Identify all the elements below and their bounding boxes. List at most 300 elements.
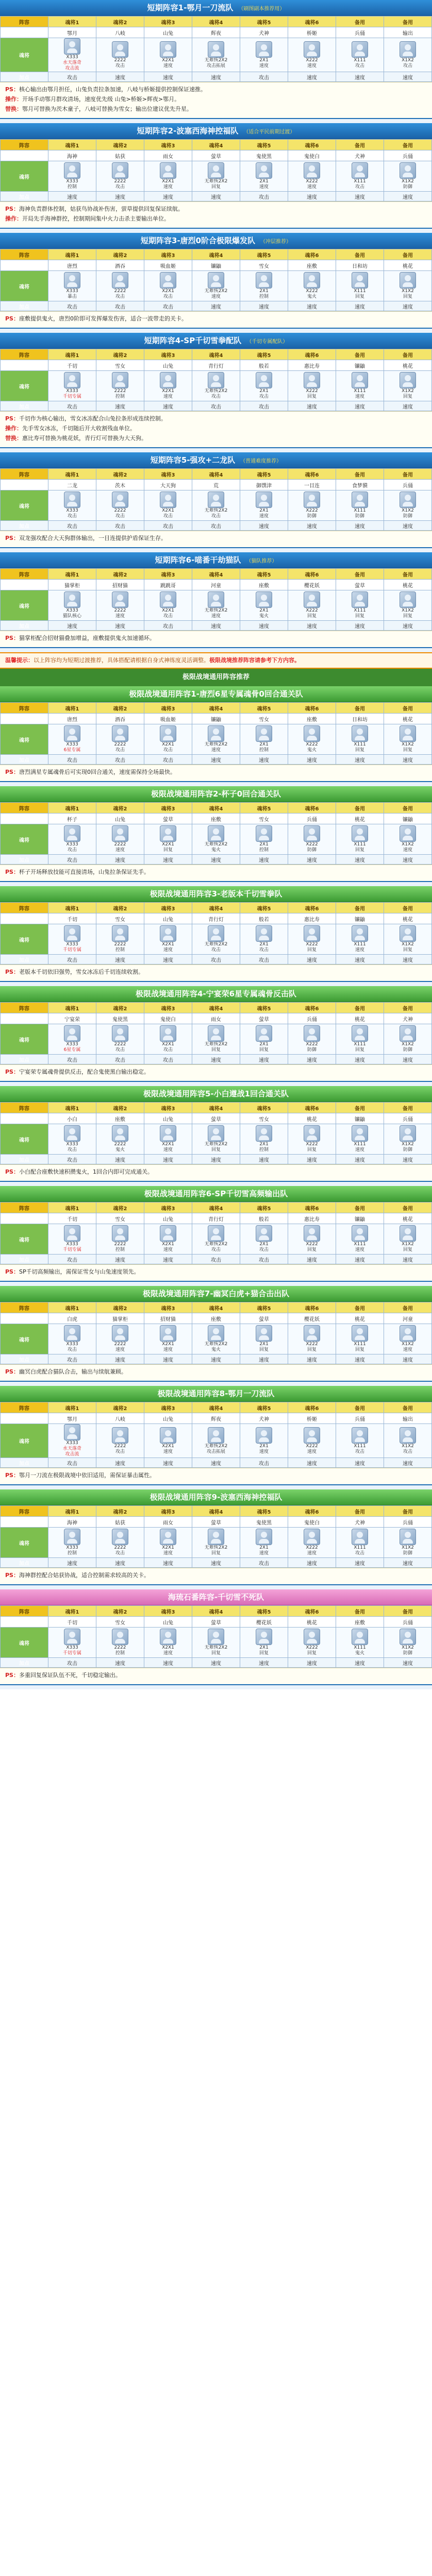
note-line bbox=[5, 1471, 427, 1480]
hero-cell[interactable] bbox=[384, 824, 432, 855]
hero-cell[interactable] bbox=[144, 1424, 192, 1458]
name-row bbox=[1, 714, 432, 724]
table-header-row bbox=[1, 1202, 432, 1213]
column-header: 魂将5 bbox=[240, 349, 288, 360]
hero-cell[interactable] bbox=[144, 1124, 192, 1155]
hero-tag: X1X2 bbox=[402, 942, 414, 947]
hero-avatar-icon bbox=[64, 1225, 80, 1242]
hero-cell[interactable] bbox=[144, 590, 192, 621]
hero-tag: X333 bbox=[66, 608, 78, 613]
hero-name: 鬼使黑 bbox=[240, 150, 288, 161]
column-header: 魂将1 bbox=[48, 1003, 96, 1013]
row-label: 加点 bbox=[1, 621, 48, 631]
divider bbox=[0, 648, 432, 652]
hero-cell[interactable] bbox=[384, 38, 432, 72]
hero-cell[interactable] bbox=[96, 724, 144, 755]
hero-tag: 速度 bbox=[403, 1347, 412, 1352]
hero-stat: 速度 bbox=[96, 1658, 144, 1668]
hero-tag: X1X2 bbox=[402, 508, 414, 513]
hero-cell[interactable] bbox=[336, 38, 384, 72]
row-label: 加点 bbox=[1, 1658, 48, 1668]
hero-cell[interactable] bbox=[48, 1124, 96, 1155]
hero-cell[interactable] bbox=[336, 1324, 384, 1354]
hero-stat: 速度 bbox=[336, 1354, 384, 1364]
hero-cell[interactable] bbox=[144, 1024, 192, 1055]
hero-cell[interactable] bbox=[192, 1628, 240, 1658]
hero-cell[interactable] bbox=[192, 271, 240, 301]
row-label: 阵容 bbox=[1, 913, 48, 924]
hero-tag: X111 bbox=[354, 388, 366, 394]
hero-stat: 攻击 bbox=[48, 521, 96, 531]
lineup-section bbox=[0, 123, 432, 229]
hero-avatar-icon bbox=[208, 1427, 224, 1444]
hero-cell[interactable] bbox=[96, 1224, 144, 1255]
hero-stat: 速度 bbox=[240, 755, 288, 765]
hero-cell[interactable] bbox=[336, 1224, 384, 1255]
hero-avatar-icon bbox=[352, 1025, 368, 1042]
hero-cell[interactable] bbox=[240, 1628, 288, 1658]
hero-cell[interactable] bbox=[288, 824, 336, 855]
hero-cell[interactable] bbox=[48, 1024, 96, 1055]
hero-cell[interactable] bbox=[192, 1224, 240, 1255]
hero-avatar-icon bbox=[208, 725, 224, 742]
hero-name: 犬神 bbox=[240, 1413, 288, 1424]
column-header: 阵容 bbox=[1, 903, 48, 913]
hero-name: 兵俑 bbox=[384, 1617, 432, 1628]
hero-cell[interactable] bbox=[288, 271, 336, 301]
hero-tag: 攻击流 bbox=[65, 1452, 79, 1457]
note-label: PS： bbox=[5, 1069, 19, 1075]
hero-stat: 攻击 bbox=[192, 401, 240, 411]
hero-tag: 回复 bbox=[355, 614, 364, 619]
hero-cell[interactable] bbox=[384, 161, 432, 192]
row-label: 阵容 bbox=[1, 1013, 48, 1024]
hero-cell[interactable] bbox=[384, 371, 432, 401]
hero-cell[interactable] bbox=[336, 490, 384, 521]
hero-cell[interactable] bbox=[336, 1124, 384, 1155]
hero-cell[interactable] bbox=[48, 1324, 96, 1354]
hero-name: 座敷 bbox=[336, 1617, 384, 1628]
column-header: 魂将2 bbox=[96, 1202, 144, 1213]
hero-cell[interactable] bbox=[384, 490, 432, 521]
hero-cell[interactable] bbox=[96, 824, 144, 855]
hero-tag: X111 bbox=[354, 179, 366, 184]
hero-cell[interactable] bbox=[288, 1528, 336, 1558]
note-line bbox=[5, 434, 427, 443]
hero-cell[interactable] bbox=[240, 1528, 288, 1558]
hero-tag: 速度 bbox=[259, 514, 269, 519]
hero-stat: 速度 bbox=[288, 192, 336, 201]
lineup-table bbox=[0, 468, 432, 531]
hero-avatar-icon bbox=[160, 492, 176, 508]
hero-cell[interactable] bbox=[336, 371, 384, 401]
hero-tag: X111 bbox=[354, 608, 366, 613]
hero-cell[interactable] bbox=[144, 371, 192, 401]
hero-name: 镰鼬 bbox=[336, 360, 384, 371]
hero-avatar-icon bbox=[64, 825, 80, 842]
column-header: 魂将6 bbox=[288, 703, 336, 714]
hero-cell[interactable] bbox=[192, 590, 240, 621]
hero-name: 猫掌柜 bbox=[96, 1313, 144, 1324]
hero-cell[interactable] bbox=[288, 924, 336, 955]
hero-cell[interactable] bbox=[384, 1124, 432, 1155]
hero-cell[interactable] bbox=[240, 590, 288, 621]
hero-cell[interactable] bbox=[240, 824, 288, 855]
lineup-section bbox=[0, 1086, 432, 1182]
hero-cell[interactable] bbox=[192, 1424, 240, 1458]
column-header: 备用 bbox=[384, 249, 432, 260]
hero-tag: 速度 bbox=[355, 394, 364, 399]
hero-cell[interactable] bbox=[144, 824, 192, 855]
hero-cell[interactable] bbox=[48, 271, 96, 301]
hero-cell[interactable] bbox=[96, 1324, 144, 1354]
hero-name: 招财猫 bbox=[144, 1313, 192, 1324]
hero-cell[interactable] bbox=[288, 1424, 336, 1458]
hero-avatar-icon bbox=[400, 372, 416, 388]
column-header: 魂将3 bbox=[144, 140, 192, 150]
section-title bbox=[0, 1489, 432, 1505]
hero-tag: X2X1 bbox=[162, 1545, 174, 1550]
hero-stat: 速度 bbox=[336, 401, 384, 411]
column-header: 备用 bbox=[384, 1606, 432, 1617]
hero-cell[interactable] bbox=[336, 1528, 384, 1558]
hero-avatar-icon bbox=[256, 1325, 272, 1342]
column-header: 备用 bbox=[336, 803, 384, 814]
hero-cell[interactable] bbox=[192, 724, 240, 755]
hero-stat: 攻击 bbox=[240, 1458, 288, 1468]
hero-name: 山兔 bbox=[96, 814, 144, 824]
hero-tag: X333 bbox=[66, 842, 78, 847]
hero-cell[interactable] bbox=[336, 924, 384, 955]
hero-cell[interactable] bbox=[48, 824, 96, 855]
hero-avatar-icon bbox=[160, 1125, 176, 1142]
divider bbox=[0, 1382, 432, 1386]
hero-tag: 攻击 bbox=[115, 184, 125, 190]
hero-tag: 2X1 bbox=[259, 388, 269, 394]
hero-cell[interactable] bbox=[288, 724, 336, 755]
hero-avatar-icon bbox=[160, 825, 176, 842]
hero-cell[interactable] bbox=[144, 1628, 192, 1658]
hero-stat: 速度 bbox=[240, 521, 288, 531]
hero-avatar-icon bbox=[160, 925, 176, 942]
hero-avatar-icon bbox=[400, 1025, 416, 1042]
hero-stat: 速度 bbox=[336, 855, 384, 865]
hero-tag: 回复 bbox=[307, 614, 317, 619]
hero-cell[interactable] bbox=[144, 1224, 192, 1255]
hero-cell[interactable] bbox=[48, 371, 96, 401]
hero-cell[interactable] bbox=[144, 38, 192, 72]
hero-avatar-icon bbox=[64, 372, 80, 388]
hero-cell[interactable] bbox=[336, 724, 384, 755]
section-title bbox=[0, 0, 432, 16]
hero-cell[interactable] bbox=[192, 824, 240, 855]
hero-tag: 防御 bbox=[403, 514, 412, 519]
hero-tag: 回复 bbox=[211, 1551, 221, 1556]
note-line bbox=[5, 1671, 427, 1680]
hero-cell[interactable] bbox=[48, 38, 96, 72]
hero-tag: 无难恢2X2 bbox=[204, 508, 228, 513]
column-header: 魂将1 bbox=[48, 1606, 96, 1617]
row-label: 阵容 bbox=[1, 1617, 48, 1628]
hero-tag: 攻击拓展 bbox=[206, 63, 225, 69]
row-label: 加点 bbox=[1, 1354, 48, 1364]
hero-cell[interactable] bbox=[96, 161, 144, 192]
hero-stat: 速度 bbox=[96, 192, 144, 201]
hero-cell[interactable] bbox=[240, 1324, 288, 1354]
hero-cell[interactable] bbox=[192, 38, 240, 72]
note-label: PS： bbox=[5, 635, 19, 641]
speed-row bbox=[1, 855, 432, 865]
hero-tag: 2X1 bbox=[259, 508, 269, 513]
hero-cell[interactable] bbox=[336, 161, 384, 192]
note-label: 替换： bbox=[5, 106, 22, 112]
hero-stat: 速度 bbox=[384, 1155, 432, 1164]
hero-cell[interactable] bbox=[192, 490, 240, 521]
hero-avatar-icon bbox=[64, 1629, 80, 1645]
column-header: 魂将2 bbox=[96, 1103, 144, 1113]
hero-tag: 2X1 bbox=[259, 1042, 269, 1047]
column-header: 阵容 bbox=[1, 703, 48, 714]
divider bbox=[0, 229, 432, 233]
hero-cell[interactable] bbox=[144, 1528, 192, 1558]
column-header: 魂将1 bbox=[48, 349, 96, 360]
hero-cell[interactable] bbox=[288, 161, 336, 192]
hero-name: 座敷 bbox=[288, 260, 336, 271]
hero-tag: X1X2 bbox=[402, 1342, 414, 1347]
hero-cell[interactable] bbox=[240, 1224, 288, 1255]
column-header: 魂将4 bbox=[192, 1402, 240, 1413]
section-title bbox=[0, 1086, 432, 1102]
hero-cell[interactable] bbox=[384, 590, 432, 621]
hero-cell[interactable] bbox=[240, 490, 288, 521]
hero-cell[interactable] bbox=[288, 590, 336, 621]
lineup-table bbox=[0, 1402, 432, 1468]
name-row bbox=[1, 1517, 432, 1528]
hero-name: 兵俑 bbox=[336, 1413, 384, 1424]
lineup-table bbox=[0, 568, 432, 631]
divider bbox=[0, 119, 432, 123]
hero-avatar-icon bbox=[160, 162, 176, 179]
hero-avatar-icon bbox=[112, 272, 128, 289]
section-notes bbox=[0, 1468, 432, 1484]
hero-avatar-icon bbox=[400, 591, 416, 608]
lineup-table bbox=[0, 1302, 432, 1364]
column-header: 阵容 bbox=[1, 1302, 48, 1313]
hero-cell[interactable] bbox=[144, 1324, 192, 1354]
hero-cell[interactable] bbox=[288, 38, 336, 72]
hero-cell[interactable] bbox=[240, 924, 288, 955]
hero-stat: 速度 bbox=[144, 72, 192, 82]
hero-cell[interactable] bbox=[96, 1424, 144, 1458]
hero-cell[interactable] bbox=[48, 1628, 96, 1658]
note-label: PS： bbox=[5, 1572, 19, 1579]
table-header-row bbox=[1, 903, 432, 913]
hero-cell[interactable] bbox=[336, 1024, 384, 1055]
hero-cell[interactable] bbox=[48, 490, 96, 521]
hero-cell[interactable] bbox=[144, 271, 192, 301]
hero-cell[interactable] bbox=[144, 924, 192, 955]
hero-cell[interactable] bbox=[96, 1124, 144, 1155]
hero-cell[interactable] bbox=[384, 724, 432, 755]
hero-cell[interactable] bbox=[288, 1024, 336, 1055]
hero-tag: 攻击 bbox=[163, 614, 173, 619]
hero-name: 樱花妖 bbox=[240, 1617, 288, 1628]
hero-tag: X1X2 bbox=[402, 1242, 414, 1247]
hero-stat: 攻击 bbox=[96, 755, 144, 765]
hero-name: 雪女 bbox=[96, 1213, 144, 1224]
hero-avatar-icon bbox=[256, 1025, 272, 1042]
hero-avatar-icon bbox=[400, 1529, 416, 1545]
hero-cell[interactable] bbox=[48, 1528, 96, 1558]
hero-cell[interactable] bbox=[288, 1628, 336, 1658]
hero-tag: X2X1 bbox=[162, 608, 174, 613]
lineup-table bbox=[0, 702, 432, 765]
section-title-text: 短期阵容4-SP千切雪拳配队 bbox=[144, 336, 242, 345]
hero-cell[interactable] bbox=[288, 1324, 336, 1354]
hero-cell[interactable] bbox=[384, 1528, 432, 1558]
lineup-section bbox=[0, 1386, 432, 1485]
hero-cell[interactable] bbox=[288, 1224, 336, 1255]
hero-stat: 攻击 bbox=[48, 755, 96, 765]
column-header: 魂将6 bbox=[288, 1606, 336, 1617]
column-header: 魂将6 bbox=[288, 349, 336, 360]
hero-cell[interactable] bbox=[240, 1424, 288, 1458]
hero-name: 山兔 bbox=[144, 1617, 192, 1628]
hero-name: 萤草 bbox=[192, 1617, 240, 1628]
hero-tag: X2X1 bbox=[162, 942, 174, 947]
hero-cell[interactable] bbox=[288, 371, 336, 401]
hero-avatar-icon bbox=[160, 591, 176, 608]
hero-cell[interactable] bbox=[384, 1324, 432, 1354]
hero-stat: 速度 bbox=[336, 621, 384, 631]
hero-cell[interactable] bbox=[48, 161, 96, 192]
hero-avatar-icon bbox=[400, 825, 416, 842]
hero-cell[interactable] bbox=[48, 590, 96, 621]
hero-cell[interactable] bbox=[144, 490, 192, 521]
hero-cell[interactable] bbox=[96, 490, 144, 521]
hero-cell[interactable] bbox=[192, 1124, 240, 1155]
hero-cell[interactable] bbox=[48, 924, 96, 955]
column-header: 备用 bbox=[384, 1302, 432, 1313]
hero-cell[interactable] bbox=[240, 724, 288, 755]
hero-cell[interactable] bbox=[384, 1424, 432, 1458]
hero-cell[interactable] bbox=[240, 1124, 288, 1155]
hero-avatar-icon bbox=[304, 825, 320, 842]
hero-cell[interactable] bbox=[384, 924, 432, 955]
hero-cell[interactable] bbox=[240, 161, 288, 192]
hero-tag: 控制 bbox=[115, 1247, 125, 1252]
lineup-section bbox=[0, 686, 432, 782]
hero-cell[interactable] bbox=[288, 1124, 336, 1155]
hero-tag: 鬼火 bbox=[355, 1651, 364, 1656]
row-label: 加点 bbox=[1, 1458, 48, 1468]
hero-cell[interactable] bbox=[336, 824, 384, 855]
hero-cell[interactable] bbox=[96, 924, 144, 955]
hero-name: 雪女 bbox=[96, 913, 144, 924]
hero-tag: 速度 bbox=[115, 1347, 125, 1352]
hero-name: 酒吞 bbox=[96, 714, 144, 724]
hero-cell[interactable] bbox=[384, 1024, 432, 1055]
hero-tag: 无难恢2X2 bbox=[204, 942, 228, 947]
hero-cell[interactable] bbox=[192, 161, 240, 192]
hero-cell[interactable] bbox=[192, 1528, 240, 1558]
hero-cell[interactable] bbox=[384, 1224, 432, 1255]
hero-avatar-icon bbox=[64, 1025, 80, 1042]
hero-tag: X222 bbox=[306, 1042, 318, 1047]
hero-cell[interactable] bbox=[384, 271, 432, 301]
hero-avatar-icon bbox=[400, 1427, 416, 1444]
hero-tag: 攻击 bbox=[67, 1347, 77, 1352]
note-line bbox=[5, 1368, 427, 1376]
hero-cell[interactable] bbox=[48, 1224, 96, 1255]
hero-avatar-icon bbox=[112, 1325, 128, 1342]
hero-avatar-icon bbox=[112, 591, 128, 608]
column-header: 魂将4 bbox=[192, 140, 240, 150]
hero-tag: 速度 bbox=[307, 1551, 317, 1556]
hero-cell[interactable] bbox=[192, 1324, 240, 1354]
hero-cell[interactable] bbox=[96, 590, 144, 621]
section-title-text: 短期阵容6-喵番干劫猫队 bbox=[155, 555, 241, 565]
hero-cell[interactable] bbox=[96, 1628, 144, 1658]
hero-cell[interactable] bbox=[384, 1628, 432, 1658]
hero-name: 千切 bbox=[48, 360, 96, 371]
hero-cell[interactable] bbox=[96, 1528, 144, 1558]
name-row bbox=[1, 260, 432, 271]
hero-cell[interactable] bbox=[336, 271, 384, 301]
hero-name: 萤草 bbox=[192, 1113, 240, 1124]
hero-cell[interactable] bbox=[288, 490, 336, 521]
hero-cell[interactable] bbox=[144, 724, 192, 755]
hero-name: 萤草 bbox=[144, 814, 192, 824]
column-header: 魂将1 bbox=[48, 803, 96, 814]
hero-name: 樱花妖 bbox=[288, 1313, 336, 1324]
hero-tag: X1X2 bbox=[402, 608, 414, 613]
hero-cell[interactable] bbox=[240, 38, 288, 72]
hero-cell[interactable] bbox=[96, 271, 144, 301]
hero-cell[interactable] bbox=[96, 1024, 144, 1055]
hero-cell[interactable] bbox=[336, 1628, 384, 1658]
hero-cell[interactable] bbox=[336, 590, 384, 621]
hero-cell[interactable] bbox=[240, 271, 288, 301]
column-header: 魂将3 bbox=[144, 16, 192, 27]
hero-avatar-icon bbox=[352, 1325, 368, 1342]
hero-stat: 速度 bbox=[336, 955, 384, 964]
hero-tag: 6星专属 bbox=[63, 748, 81, 753]
hero-cell[interactable] bbox=[144, 161, 192, 192]
hero-name: 吸血姬 bbox=[144, 714, 192, 724]
hero-cell[interactable] bbox=[240, 371, 288, 401]
hero-stat: 速度 bbox=[96, 1155, 144, 1164]
hero-stat: 攻击 bbox=[240, 1558, 288, 1568]
hero-cell[interactable] bbox=[192, 924, 240, 955]
hero-cell[interactable] bbox=[48, 724, 96, 755]
hero-cell[interactable] bbox=[48, 1424, 96, 1458]
hero-cell[interactable] bbox=[192, 371, 240, 401]
column-header: 阵容 bbox=[1, 16, 48, 27]
hero-cell[interactable] bbox=[192, 1024, 240, 1055]
row-label: 魂将 bbox=[1, 271, 48, 301]
hero-tag: 2222 bbox=[114, 1142, 126, 1147]
hero-cell[interactable] bbox=[336, 1424, 384, 1458]
hero-cell[interactable] bbox=[96, 371, 144, 401]
hero-tag: 回复 bbox=[355, 294, 364, 299]
hero-cell[interactable] bbox=[96, 38, 144, 72]
note-line bbox=[5, 768, 427, 776]
hero-stat: 速度 bbox=[336, 1658, 384, 1668]
hero-cell[interactable] bbox=[240, 1024, 288, 1055]
hero-stat: 攻击 bbox=[144, 621, 192, 631]
note-line bbox=[5, 86, 427, 94]
